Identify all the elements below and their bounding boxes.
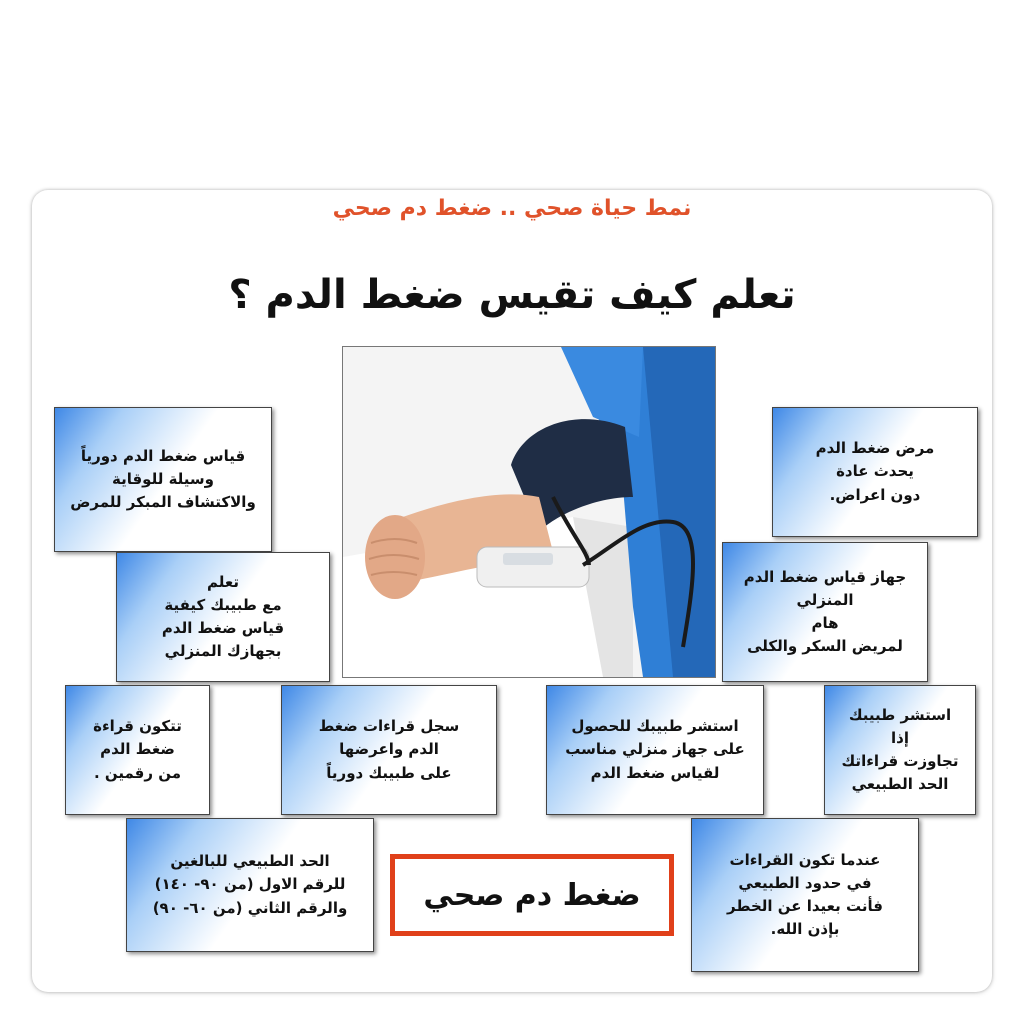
info-box-consult-exceed [824, 685, 976, 815]
info-box-record [281, 685, 497, 815]
info-text: سجل قراءات ضغط الدم واعرضها على طبيبك دورياً [318, 717, 460, 782]
info-text: تتكون قراءة ضغط الدم من رقمين . [93, 717, 182, 782]
info-box-within-normal [691, 818, 919, 972]
info-text: استشر طبيبك للحصول على جهاز منزلي مناسب لقياس ضغط الدم [565, 717, 745, 782]
info-text: مرض ضغط الدم يحدث عادة دون اعراض. [815, 439, 935, 504]
healthy-bp-label: ضغط دم صحي [390, 854, 674, 936]
info-box-hypertension [772, 407, 978, 537]
info-text: استشر طبيبك إذا تجاوزت قراءاتك الحد الطبيعي [841, 705, 959, 794]
page-title: تعلم كيف تقيس ضغط الدم ؟ [228, 272, 796, 318]
arm-with-cuff-illustration [343, 347, 715, 677]
info-box-normal-limit [126, 818, 374, 952]
info-text: جهاز قياس ضغط الدم المنزلي هام لمريض السكر والكلى [743, 567, 907, 656]
info-text: تعلم مع طبيبك كيفية قياس ضغط الدم بجهازك المنزلي [161, 572, 285, 661]
info-box-consult-device [546, 685, 764, 815]
info-box-regular-measure [54, 407, 272, 552]
info-text: قياس ضغط الدم دورياً وسيلة للوقاية والاكتشاف المبكر للمرض [70, 446, 256, 512]
info-box-learn [116, 552, 330, 682]
info-box-reading [65, 685, 210, 815]
subtitle: نمط حياة صحي .. ضغط دم صحي [332, 196, 692, 221]
blood-pressure-photo [342, 346, 716, 678]
info-box-home-device [722, 542, 928, 682]
info-text: الحد الطبيعي للبالغين للرقم الاول (من ٩٠- ١٤٠) والرقم الثاني (من ٦٠- ٩٠) [152, 852, 348, 917]
info-text: عندما تكون القراءات في حدود الطبيعي فأنت بعيدا عن الخطر بإذن الله. [727, 850, 883, 939]
